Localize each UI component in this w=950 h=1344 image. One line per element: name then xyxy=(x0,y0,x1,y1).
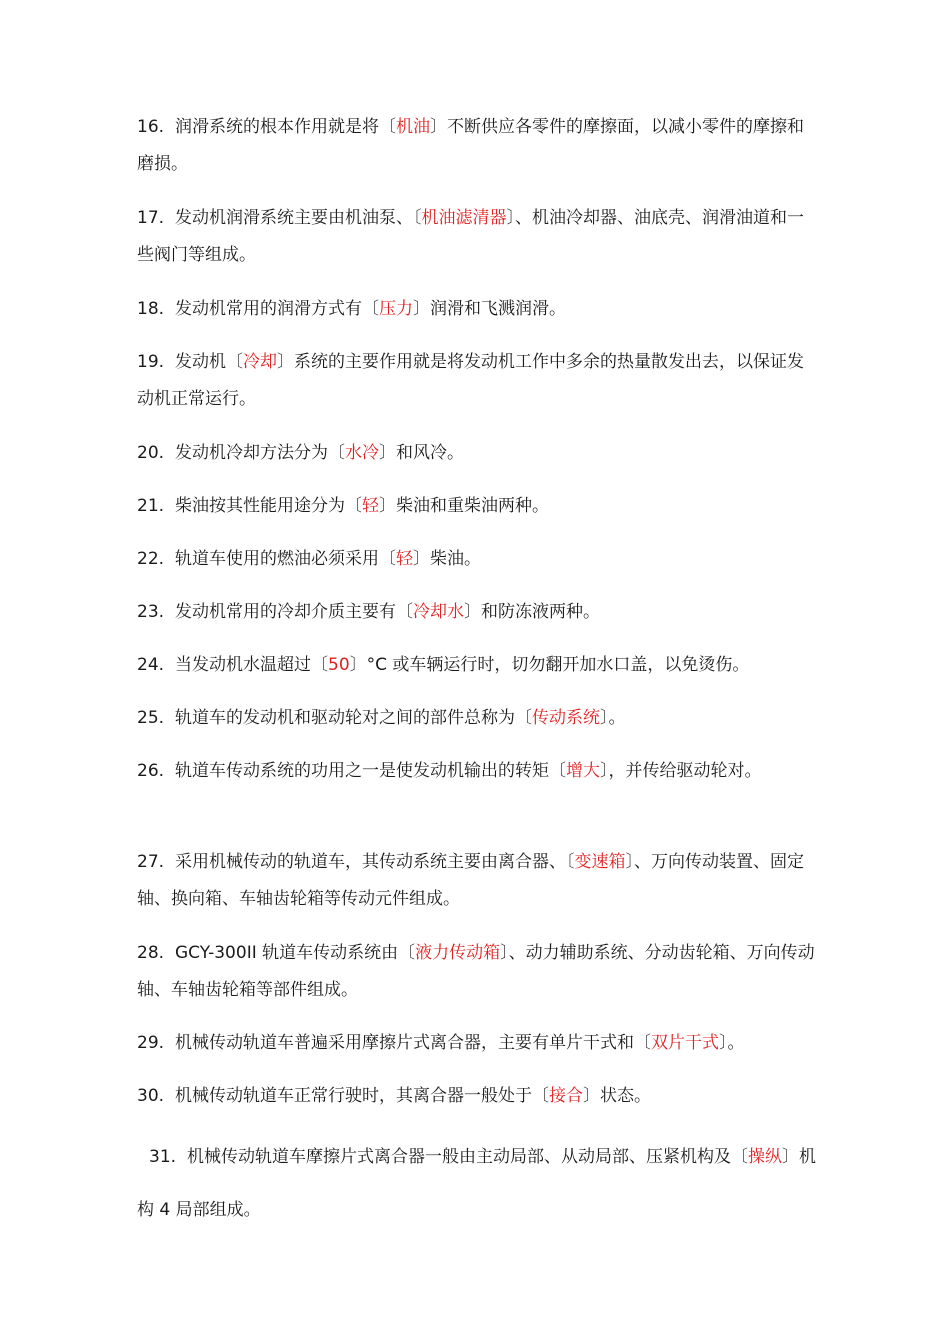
question-24 xyxy=(137,647,817,684)
bracket-close: 〕 xyxy=(413,549,430,569)
question-number: 23. xyxy=(137,602,165,622)
bracket-open: 〔 xyxy=(379,117,396,137)
bracket-open: 〔 xyxy=(515,708,532,728)
question-26 xyxy=(137,753,817,790)
question-number: 29. xyxy=(137,1033,165,1053)
question-text: 轨道车的发动机和驱动轮对之间的部件总称为 xyxy=(175,708,515,728)
question-text: 柴油和重柴油两种。 xyxy=(396,496,549,516)
question-text: 和风冷。 xyxy=(396,443,464,463)
bracket-close: 〕 xyxy=(600,708,609,728)
bracket-close: 〕 xyxy=(600,761,609,781)
question-18 xyxy=(137,291,817,328)
question-text: ，并传给驱动轮对。 xyxy=(608,761,762,781)
question-text: 发动机 xyxy=(175,352,226,372)
question-number: 30. xyxy=(137,1086,165,1106)
answer: 液力传动箱 xyxy=(415,943,501,963)
question-text: 发动机冷却方法分为 xyxy=(175,443,328,463)
bracket-open: 〔 xyxy=(226,352,243,372)
answer: 机油滤清器 xyxy=(421,208,507,228)
bracket-close: 〕 xyxy=(379,496,396,516)
question-text: °C 或车辆运行时，切勿翻开加水口盖，以免烫伤。 xyxy=(366,655,750,675)
bracket-open: 〔 xyxy=(311,655,328,675)
bracket-close: 〕 xyxy=(430,117,447,137)
question-text: 轨道车传动系统的功用之一是使发动机输出的转矩 xyxy=(175,761,549,781)
bracket-close: 〕 xyxy=(719,1033,728,1053)
question-30 xyxy=(137,1078,817,1115)
question-28 xyxy=(137,935,817,1009)
question-text: 不断供应各零件的摩擦面，以减小零件的摩擦和磨损。 xyxy=(137,117,804,174)
bracket-open: 〔 xyxy=(731,1147,748,1167)
answer: 传动系统 xyxy=(532,708,600,728)
question-27 xyxy=(137,844,817,918)
bracket-close: 〕 xyxy=(782,1147,799,1167)
bracket-open: 〔 xyxy=(566,852,575,872)
bracket-close: 〕 xyxy=(583,1086,600,1106)
question-number: 27. xyxy=(137,852,165,872)
question-text: 柴油。 xyxy=(430,549,481,569)
question-19 xyxy=(137,344,817,418)
question-number: 20. xyxy=(137,443,165,463)
question-text: 发动机润滑系统主要由机油泵、 xyxy=(175,208,413,228)
question-text: 机械传动轨道车普遍采用摩擦片式离合器，主要有单片干式和 xyxy=(175,1033,634,1053)
answer: 双片干式 xyxy=(651,1033,719,1053)
bracket-open: 〔 xyxy=(396,602,413,622)
bracket-open: 〔 xyxy=(328,443,345,463)
question-text: 轨道车使用的燃油必须采用 xyxy=(175,549,379,569)
question-text: 。 xyxy=(608,708,626,728)
question-number: 26. xyxy=(137,761,165,781)
bracket-close: 〕 xyxy=(500,943,509,963)
bracket-open: 〔 xyxy=(362,299,379,319)
question-text: 机械传动轨道车摩擦片式离合器一般由主动局部、从动局部、压紧机构及 xyxy=(187,1147,731,1167)
bracket-open: 〔 xyxy=(634,1033,651,1053)
question-number: 28. xyxy=(137,943,165,963)
question-text: 、机油冷却器、油底壳、润滑油道和一些阀门等组成。 xyxy=(137,208,804,265)
question-17 xyxy=(137,200,817,274)
question-text: 和防冻液两种。 xyxy=(481,602,600,622)
answer: 操纵 xyxy=(748,1147,782,1167)
bracket-open: 〔 xyxy=(549,761,566,781)
answer: 接合 xyxy=(549,1086,583,1106)
answer: 冷却 xyxy=(243,352,277,372)
question-number: 25. xyxy=(137,708,165,728)
question-20 xyxy=(137,435,817,472)
question-text: 机构 4 局部组成。 xyxy=(137,1147,816,1220)
bracket-close: 〕 xyxy=(349,655,367,675)
question-text: 。 xyxy=(727,1033,745,1053)
question-text: 采用机械传动的轨道车，其传动系统主要由离合器、 xyxy=(175,852,566,872)
question-number: 18. xyxy=(137,299,165,319)
question-text: 润滑系统的根本作用就是将 xyxy=(175,117,379,137)
question-21 xyxy=(137,488,817,525)
question-number: 22. xyxy=(137,549,165,569)
question-number: 24. xyxy=(137,655,165,675)
question-text: 当发动机水温超过 xyxy=(175,655,311,675)
question-text: 、万向传动装置、固定轴、换向箱、车轴齿轮箱等传动元件组成。 xyxy=(137,852,804,909)
question-text: 系统的主要作用就是将发动机工作中多余的热量散发出去，以保证发动机正常运行。 xyxy=(137,352,804,409)
bracket-close: 〕 xyxy=(277,352,294,372)
bracket-open: 〔 xyxy=(413,208,422,228)
answer: 变速箱 xyxy=(574,852,626,872)
question-text: 柴油按其性能用途分为 xyxy=(175,496,345,516)
answer: 轻 xyxy=(362,496,379,516)
question-number: 21. xyxy=(137,496,165,516)
answer: 50 xyxy=(328,655,350,675)
question-text: 发动机常用的冷却介质主要有 xyxy=(175,602,396,622)
bracket-close: 〕 xyxy=(625,852,634,872)
question-23 xyxy=(137,594,817,631)
bracket-open: 〔 xyxy=(532,1086,549,1106)
answer: 冷却水 xyxy=(413,602,464,622)
bracket-close: 〕 xyxy=(464,602,481,622)
answer: 增大 xyxy=(566,761,600,781)
question-text: 发动机常用的润滑方式有 xyxy=(175,299,362,319)
bracket-open: 〔 xyxy=(345,496,362,516)
question-25 xyxy=(137,700,817,737)
question-text: 状态。 xyxy=(600,1086,651,1106)
bracket-close: 〕 xyxy=(413,299,430,319)
question-31 xyxy=(137,1131,817,1237)
answer: 机油 xyxy=(396,117,430,137)
answer: 压力 xyxy=(379,299,413,319)
answer: 轻 xyxy=(396,549,413,569)
question-text: 、动力辅助系统、分动齿轮箱、万向传动轴、车轴齿轮箱等部件组成。 xyxy=(137,943,815,1000)
question-number: 17. xyxy=(137,208,165,228)
bracket-close: 〕 xyxy=(379,443,396,463)
question-16 xyxy=(137,109,817,183)
question-29 xyxy=(137,1025,837,1062)
question-22 xyxy=(137,541,817,578)
bracket-close: 〕 xyxy=(506,208,515,228)
question-number: 19. xyxy=(137,352,165,372)
question-text: GCY-300II 轨道车传动系统由 xyxy=(175,943,399,963)
question-number: 16. xyxy=(137,117,165,137)
bracket-open: 〔 xyxy=(379,549,396,569)
question-text: 润滑和飞溅润滑。 xyxy=(430,299,566,319)
question-text: 机械传动轨道车正常行驶时，其离合器一般处于 xyxy=(175,1086,532,1106)
answer: 水冷 xyxy=(345,443,379,463)
question-number: 31. xyxy=(149,1147,177,1167)
bracket-open: 〔 xyxy=(398,943,416,963)
